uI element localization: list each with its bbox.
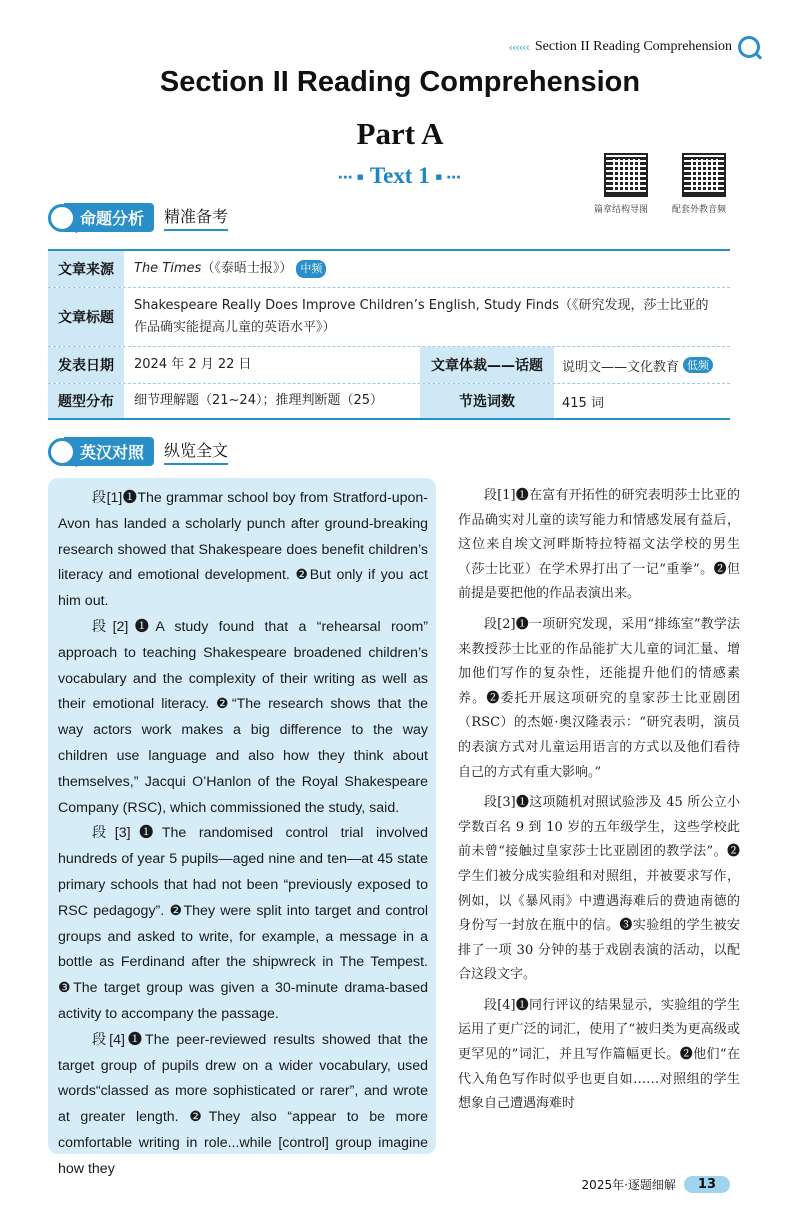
magnifier-icon bbox=[48, 438, 76, 466]
analysis-subtitle: 精准备考 bbox=[164, 204, 228, 231]
english-paragraph: 段[4]❶The peer-reviewed results showed that the target group of pupils drew on a wider vocabulary, used words“classed as more sophisticated or rarer”, and wrote at greater length. ❷They also “appear to be more comfortable writing in role...while [control] group imagine how they bbox=[58, 1031, 428, 1177]
magnifier-icon bbox=[48, 204, 76, 232]
chinese-paragraph: 段[4]❶同行评议的结果显示，实验组的学生运用了更广泛的词汇，使用了“被归类为更高级或更罕见的”词汇，并且写作篇幅更长。❷他们“在代入角色写作时似乎也更自如……对照组的学生想象自己遭遇海难时 bbox=[458, 997, 740, 1112]
arrows-icon: ‹‹‹‹‹‹ bbox=[508, 40, 529, 54]
frequency-badge: 低频 bbox=[683, 357, 713, 373]
chinese-text-panel bbox=[458, 484, 740, 1117]
english-paragraph: 段[3]❶The randomised control trial involved hundreds of year 5 pupils—aged nine and ten—at 45 state primary schools that had not been “previously exposed to RSC pedagogy”. ❷They were split into target and control groups and asked to write, for example, a message in a bottle as Ferdinand after the shipwreck in The Tempest. ❸The target group was given a 30-minute drama-based activity to accompany the passage. bbox=[58, 825, 428, 1022]
genre-text: 说明文——文化教育 bbox=[562, 359, 680, 375]
source-label: 文章来源 bbox=[48, 251, 124, 287]
question-type-label: 题型分布 bbox=[48, 384, 124, 418]
date-value: 2024 年 2 月 22 日 bbox=[134, 356, 252, 372]
word-count-value: 415 词 bbox=[562, 395, 604, 411]
word-count-label: 节选词数 bbox=[420, 384, 554, 418]
left-decoration-icon: ▪▪▪ ■ bbox=[338, 171, 365, 184]
compare-subtitle: 纵览全文 bbox=[164, 438, 228, 465]
book-title: 2025年·逐题细解 bbox=[581, 1178, 676, 1192]
page-footer bbox=[582, 1176, 730, 1193]
running-header bbox=[508, 36, 760, 58]
right-decoration-icon: ■ ▪▪▪ bbox=[435, 171, 462, 184]
chinese-paragraph: 段[3]❶这项随机对照试验涉及 45 所公立小学数百名 9 到 10 岁的五年级学生，这些学校此前未曾“接触过皇家莎士比亚剧团的教学法”。❷学生们被分成实验组和对照组，并被要求写作，例如，以《暴风雨》中遭遇海难后的费迪南德的身份写一封放在瓶中的信。❸实验组的学生被安排了一项 30 分钟的基于戏剧表演的活动，以配合这段文字。 bbox=[458, 795, 740, 983]
question-type-value: 细节理解题（21~24）；推理判断题（25） bbox=[134, 392, 384, 408]
analysis-pill: 命题分析 bbox=[64, 203, 154, 232]
title-value: Shakespeare Really Does Improve Children’s English, Study Finds（《研究发现，莎士比亚的作品确实能提高儿童的英语水平》） bbox=[134, 297, 709, 335]
qr-code-icon[interactable] bbox=[682, 153, 726, 197]
running-title: Section II Reading Comprehension bbox=[534, 39, 732, 54]
source-italic: The Times bbox=[134, 260, 202, 276]
genre-label: 文章体裁——话题 bbox=[420, 347, 554, 383]
english-text-panel bbox=[48, 478, 436, 1177]
analysis-heading bbox=[48, 203, 228, 232]
date-label: 发表日期 bbox=[48, 347, 124, 383]
compare-pill: 英汉对照 bbox=[64, 437, 154, 466]
page-number: 13 bbox=[684, 1176, 730, 1193]
qr-caption: 配套外教音频 bbox=[672, 205, 727, 215]
compare-heading bbox=[48, 437, 228, 466]
chinese-paragraph: 段[1]❶在富有开拓性的研究表明莎士比亚的作品确实对儿童的读写能力和情感发展有益后，这位来自埃文河畔斯特拉特福文法学校的男生（莎士比亚）在学术界打出了一记“重拳”。❷但前提是要把他的作品表演出来。 bbox=[458, 488, 740, 602]
qr-code-icon[interactable] bbox=[604, 153, 648, 197]
title-label: 文章标题 bbox=[48, 288, 124, 346]
article-info-table bbox=[48, 249, 730, 420]
genre-value bbox=[554, 347, 730, 383]
chinese-paragraph: 段[2]❶一项研究发现，采用“排练室”教学法来教授莎士比亚的作品能扩大儿童的词汇量、增加他们写作的复杂性，还能提升他们的情感素养。❷委托开展这项研究的皇家莎士比亚剧团（RSC）的杰姬·奥汉隆表示：“研究表明，演员的表演方式对儿童运用语言的方式以及他们看待自己的方式有重大影响。” bbox=[458, 616, 740, 780]
source-rest: （《泰晤士报》） bbox=[201, 260, 293, 276]
text-label bbox=[0, 163, 800, 189]
source-value bbox=[124, 251, 730, 287]
english-paragraph: 段[1]❶The grammar school boy from Stratford-upon-Avon has landed a scholarly punch after ground-breaking research showed that Shakespeare does benefit children’s literacy and emotional development. ❷But only if you act him out. bbox=[58, 490, 428, 610]
text-label-value: Text 1 bbox=[369, 163, 430, 188]
table-row bbox=[48, 384, 730, 418]
part-title: Part A bbox=[356, 116, 444, 151]
english-paragraph: 段[2]❶A study found that a “rehearsal room” approach to teaching Shakespeare broadened children’s vocabulary and the complexity of their writing as well as their emotional literacy. ❷“The research shows that the way actors work makes a big difference to the way children use language and also how they think about themselves,” Jacqui O’Hanlon of the Royal Shakespeare Company (RSC), which commissioned the study, said. bbox=[58, 618, 428, 816]
table-row bbox=[48, 251, 730, 288]
table-row bbox=[48, 347, 730, 384]
table-row bbox=[48, 288, 730, 347]
frequency-badge: 中频 bbox=[296, 260, 326, 279]
qr-caption: 篇章结构导图 bbox=[594, 205, 649, 215]
search-icon bbox=[738, 36, 760, 58]
section-title: Section II Reading Comprehension bbox=[159, 66, 641, 98]
